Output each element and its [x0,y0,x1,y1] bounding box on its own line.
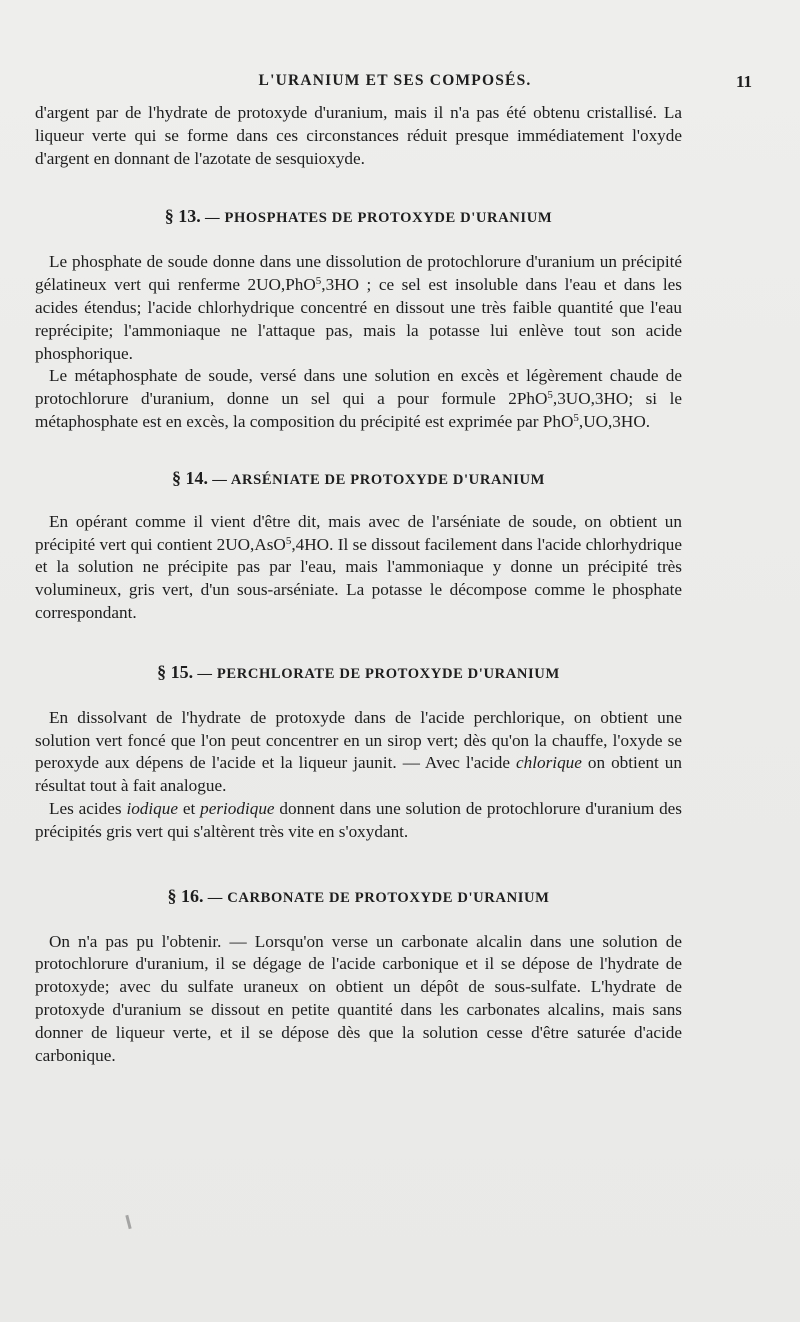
section-14-paragraph-1: En opérant comme il vient d'être dit, mais avec de l'arséniate de soude, on obtient un précipité vert qui contient 2UO,AsO$^5$,4HO. Il se dissout facilement dans l'acide chlorhydrique et la solution ne précipite pas par l'eau, mais l'ammoniaque y donne un précipité très volumineux, gris vert, d'un sous-arséniate. La potasse le décompose comme le phosphate correspondant. [35,511,683,622]
section-14-heading [35,468,682,489]
chloric-acid-term: chlorique [516,753,582,773]
section-13-number: § 13. [164,206,201,227]
section-16-heading [35,886,682,907]
section-16-paragraph-1: On n'a pas pu l'obtenir. — Lorsqu'on verse un carbonate alcalin dans une solution de protochlorure d'uranium, il se dégage de l'acide carbonique et il se dépose de l'hydrate de protoxyde; avec du sulfate uraneux on obtient un dépôt de sous-sulfate. L'hydrate de protoxyde d'uranium se dissout en petite quantité dans les carbonates alcalins, mais sans donner de liqueur verte, et il se dépose dès que la solution cesse d'être saturée d'acide carbonique. [35,931,682,1065]
iodic-acid-term: iodique [126,798,178,818]
section-15-heading [35,662,682,683]
running-title: L'URANIUM ET SES COMPOSÉS. [258,72,532,89]
section-13-paragraph-2: Le métaphosphate de soude, versé dans une solution en excès et légèrement chaude de protochlorure d'uranium, donne un sel qui a pour formule 2PhO$^5$,3UO,3HO; si le métaphosphate est en excès, la composition du précipité est exprimée par PhO$^5$,UO,3HO. [35,366,682,431]
page-body [35,102,682,1067]
periodic-acid-term: periodique [200,798,275,818]
section-16-number: § 16. [167,885,204,906]
section-13-heading [35,206,682,227]
intro-paragraph: d'argent par de l'hydrate de protoxyde d'uranium, mais il n'a pas été obtenu cristallisé. La liqueur verte qui se forme dans ces circonstances réduit presque immédiatement l'oxyde d'argent en donnant de l'azotate de sesquioxyde. [35,103,682,168]
section-13-title: — PHOSPHATES DE PROTOXYDE D'URANIUM [205,210,553,227]
section-15-paragraph-2: Les acides iodique et periodique donnent dans une solution de protochlorure d'uranium des précipités gris vert qui s'altèrent très vite en s'oxydant. [35,798,682,841]
running-header [40,72,750,96]
section-14-number: § 14. [171,467,208,488]
section-14-title: — ARSÉNIATE DE PROTOXYDE D'URANIUM [212,471,546,488]
section-13-paragraph-1: Le phosphate de soude donne dans une dissolution de protochlorure d'uranium un précipité gélatineux vert qui renferme 2UO,PhO$^5$,3HO ; ce sel est insoluble dans l'eau et dans les acides étendus; l'acide chlorhydrique concentré en dissout une très faible quantité que l'eau reprécipite; l'ammoniaque ne l'attaque pas, mais la potasse lui enlève tout son acide phosphorique. [35,252,682,363]
ink-speck [125,1215,131,1229]
section-15-paragraph-1: En dissolvant de l'hydrate de protoxyde dans de l'acide perchlorique, on obtient une solution vert foncé que l'on peut concentrer en un sirop vert; dès qu'on la chauffe, l'oxyde se peroxyde aux dépens de l'acide et la liqueur jaunit. — Avec l'acide chlorique on obtient un résultat tout à fait analogue. [35,707,682,796]
page-number: 11 [735,72,752,91]
section-16-title: — CARBONATE DE PROTOXYDE D'URANIUM [207,889,550,906]
section-15-title: — PERCHLORATE DE PROTOXYDE D'URANIUM [197,665,560,682]
section-15-number: § 15. [157,661,194,682]
